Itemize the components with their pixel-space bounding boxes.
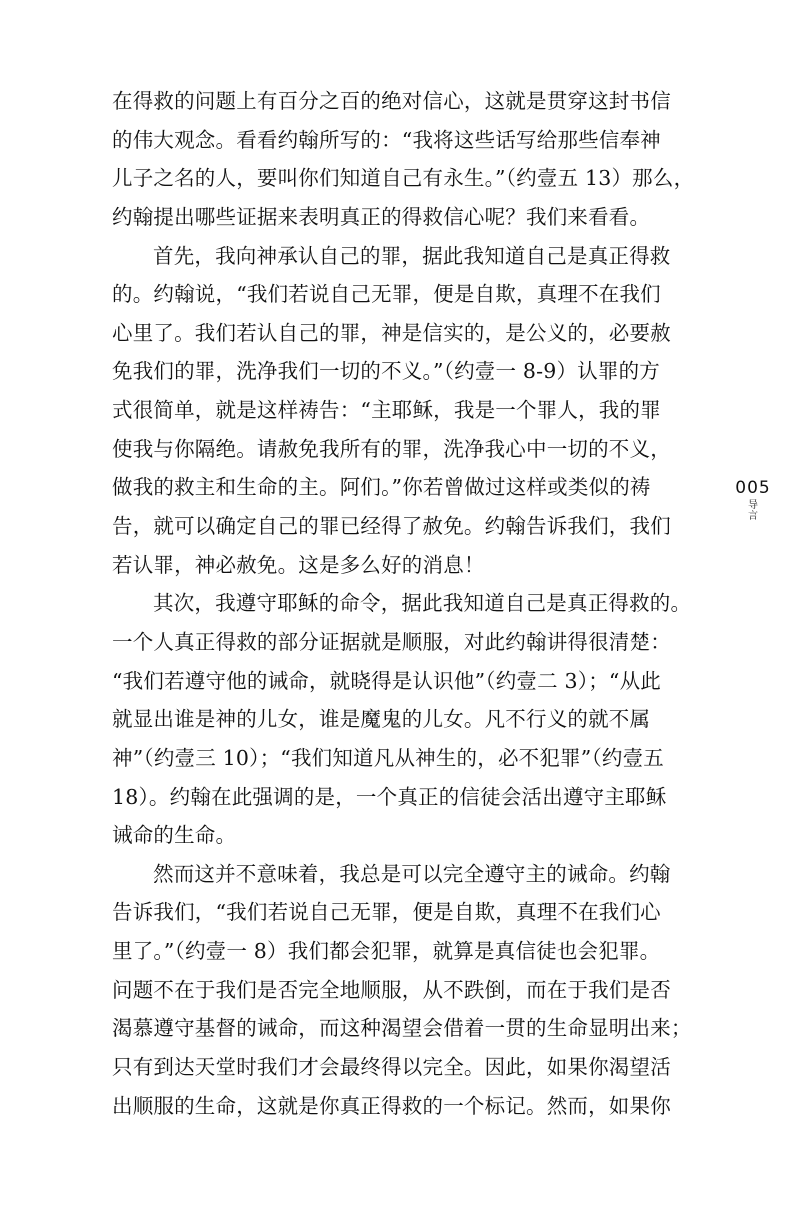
text-line-19: 18）。约翰在此强调的是，一个真正的信徒会活出遵守主耶稣 — [112, 784, 667, 809]
section-label: 导言 — [748, 500, 758, 522]
text-line-16: “我们若遵守他的诫命，就晓得是认识他”（约壹二 3）；“从此 — [112, 668, 661, 693]
text-line-26: 只有到达天堂时我们才会最终得以完全。因此，如果你渴望活 — [112, 1055, 671, 1080]
text-line-11: 做我的救主和生命的主。阿们。”你若曾做过这样或类似的祷 — [112, 475, 651, 500]
text-line-7: 心里了。我们若认自己的罪，神是信实的，是公义的，必要赦 — [112, 320, 671, 345]
text-line-10: 使我与你隔绝。请赦免我所有的罪，洗净我心中一切的不义， — [112, 436, 671, 461]
text-line-4: 约翰提出哪些证据来表明真正的得救信心呢？我们来看看。 — [112, 204, 651, 229]
text-line-20: 诫命的生命。 — [112, 823, 237, 848]
page-body-text — [112, 82, 704, 1125]
text-line-5: 首先，我向神承认自己的罪，据此我知道自己是真正得救 — [153, 243, 671, 268]
text-line-27: 出顺服的生命，这就是你真正得救的一个标记。然而，如果你 — [112, 1093, 671, 1118]
text-line-18: 神”（约壹三 10）；“我们知道凡从神生的，必不犯罪”（约壹五 — [112, 745, 664, 770]
text-line-24: 问题不在于我们是否完全地顺服，从不跌倒，而在于我们是否 — [112, 977, 671, 1002]
page-number: 005 — [735, 478, 771, 498]
text-line-9: 式很简单，就是这样祷告：“主耶稣，我是一个罪人，我的罪 — [112, 398, 661, 423]
text-line-13: 若认罪，神必赦免。这是多么好的消息！ — [112, 552, 485, 577]
text-line-6: 的。约翰说，“我们若说自己无罪，便是自欺，真理不在我们 — [112, 282, 661, 307]
text-line-22: 告诉我们，“我们若说自己无罪，便是自欺，真理不在我们心 — [112, 900, 661, 925]
text-line-17: 就显出谁是神的儿女，谁是魔鬼的儿女。凡不行义的就不属 — [112, 707, 651, 732]
text-line-2: 的伟大观念。看看约翰所写的：“我将这些话写给那些信奉神 — [112, 127, 661, 152]
text-line-12: 告，就可以确定自己的罪已经得了赦免。约翰告诉我们，我们 — [112, 514, 671, 539]
text-line-21: 然而这并不意味着，我总是可以完全遵守主的诫命。约翰 — [153, 861, 671, 886]
text-line-1: 在得救的问题上有百分之百的绝对信心，这就是贯穿这封书信 — [112, 89, 671, 113]
text-line-8: 免我们的罪，洗净我们一切的不义。”（约壹一 8-9）认罪的方 — [112, 359, 661, 384]
text-line-14: 其次，我遵守耶稣的命令，据此我知道自己是真正得救的。 — [153, 591, 692, 616]
margin-marker — [733, 478, 773, 522]
text-line-25: 渴慕遵守基督的诫命，而这种渴望会借着一贯的生命显明出来； — [112, 1016, 692, 1041]
text-line-3: 儿子之名的人，要叫你们知道自己有永生。”（约壹五 13）那么， — [112, 166, 695, 191]
text-line-23: 里了。”（约壹一 8）我们都会犯罪，就算是真信徒也会犯罪。 — [112, 939, 661, 964]
text-line-15: 一个人真正得救的部分证据就是顺服，对此约翰讲得很清楚： — [112, 629, 671, 654]
